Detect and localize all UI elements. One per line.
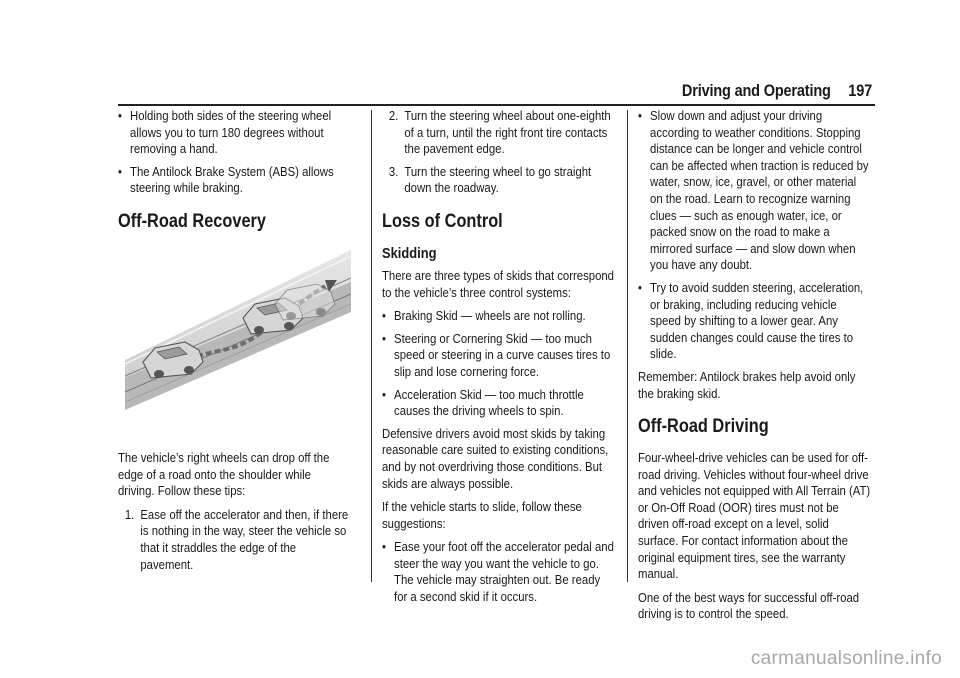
bullet-item: • Ease your foot off the accelerator pedal and steer the way you want the vehicle to go. The vehicle may straighten out. Be ready for a second skid if it occurs. <box>382 539 614 605</box>
header-rule <box>118 104 875 106</box>
paragraph: There are three types of skids that correspond to the vehicle’s three control systems: <box>382 267 614 300</box>
step-text: Turn the steering wheel to go straight down the roadway. <box>404 163 592 196</box>
paragraph: Four-wheel-drive vehicles can be used for off-road driving. Vehicles without four-wheel drive and vehicles not equipped with All Terrain (AT) or On-Off Road (OOR) tires must not be driven off-road except on a level, solid surface. For contact information about the original equipment tires, see the warranty manual. <box>638 450 871 582</box>
step-text: Ease off the accelerator and then, if there is nothing in the way, steer the vehicle so that it straddles the edge of the pavement. <box>140 506 349 572</box>
bullet-item: • Steering or Cornering Skid — too much speed or steering in a curve causes tires to slip and lose cornering force. <box>382 331 614 381</box>
step-number: 3. <box>388 163 399 179</box>
paragraph: One of the best ways for successful off-road driving is to control the speed. <box>638 589 860 622</box>
bullet-item: • Acceleration Skid — too much throttle causes the driving wheels to spin. <box>382 387 614 420</box>
numbered-step <box>118 507 350 573</box>
column-divider-right <box>627 110 628 582</box>
column-3 <box>638 108 870 630</box>
section-title: Driving and Operating <box>681 82 831 100</box>
step-number: 1. <box>124 506 135 522</box>
paragraph: If the vehicle starts to slide, follow these suggestions: <box>382 499 582 531</box>
paragraph: Defensive drivers avoid most skids by taking reasonable care suited to existing conditions, and by not overdriving those conditions. But skids are always possible. <box>382 425 609 491</box>
paragraph: The vehicle’s right wheels can drop off the edge of a road onto the shoulder while driving. Follow these tips: <box>118 449 330 499</box>
bullet-item: • Slow down and adjust your driving according to weather conditions. Stopping distance can be longer and vehicle control can be affected when traction is reduced by water, snow, ice, gravel, or other material on the road. Learn to recognize warning clues — such as enough water, ice, or packed snow on the road to make a mirrored surface — and slow down when you have any doubt. <box>638 108 870 274</box>
bullet-item: • Holding both sides of the steering wheel allows you to turn 180 degrees without removing a hand. <box>118 108 350 158</box>
subheading-skidding: Skidding <box>382 244 437 262</box>
bullet-item: • The Antilock Brake System (ABS) allows steering while braking. <box>118 164 350 197</box>
heading-off-road-driving: Off-Road Driving <box>638 416 769 438</box>
paragraph: Remember: Antilock brakes help avoid only the braking skid. <box>638 368 856 401</box>
heading-loss-of-control: Loss of Control <box>382 210 503 232</box>
bullet-item: • Try to avoid sudden steering, acceleration, or braking, including reducing vehicle speed by shifting to a lower gear. Any sudden changes could cause the tires to slide. <box>638 280 870 363</box>
page-header <box>682 82 872 101</box>
watermark: carmanualsonline.info <box>750 648 942 669</box>
step-text: Turn the steering wheel about one-eighth of a turn, until the right front tire contacts the pavement edge. <box>404 108 611 157</box>
heading-off-road-recovery: Off-Road Recovery <box>118 210 267 232</box>
step-number: 2. <box>388 108 399 123</box>
numbered-step <box>382 108 614 158</box>
page-number: 197 <box>848 82 872 100</box>
column-2 <box>382 108 614 612</box>
column-divider-left <box>371 110 372 582</box>
bullet-item: • Braking Skid — wheels are not rolling. <box>382 308 614 325</box>
off-road-recovery-illustration <box>125 242 351 410</box>
numbered-step <box>382 164 614 197</box>
